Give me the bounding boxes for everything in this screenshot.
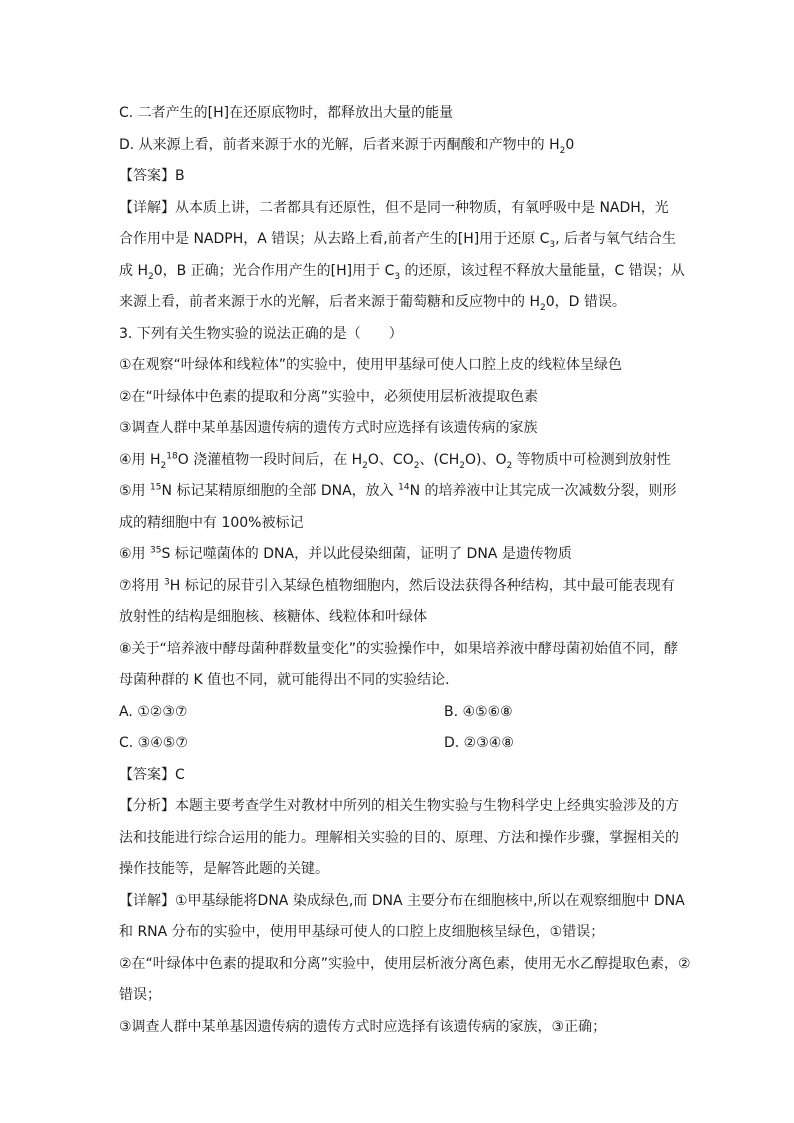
statement-4: ④用 $H_2^{18}O$ 浇灌植物一段时间后，在 $H_2O$、$CO_2$、$(CH_2O)$、$O_2$ 等物质中可检测到放射性 <box>119 450 671 471</box>
answer-2: 【答案】B <box>119 168 185 184</box>
text-block-after-options <box>119 760 691 1044</box>
detail-2-l4: 来源上看，前者来源于水的光解，后者来源于葡萄糖和反应物中的 $H_20$，D 错误。 <box>119 294 626 313</box>
detail-2-l2: 合作用中是 NADPH，A 错误；从去路上看,前者产生的[H]用于还原 $C_3$, 后者与氧气结合生 <box>119 231 677 250</box>
answer-options <box>119 697 679 760</box>
statement-5-l1: ⑤用 $^{15}$N 标记某精原细胞的全部 DNA，放入 $^{14}$N 的培养液中让其完成一次减数分裂，则形 <box>119 482 677 499</box>
option-d-prev: D. 从来源上看，前者来源于水的光解，后者来源于丙酮酸和产物中的 $H_20$ <box>119 136 575 156</box>
option-left: C. ③④⑤⑦ <box>119 735 188 751</box>
statement-7-l2: 放射性的结构是细胞核、核糖体、线粒体和叶绿体 <box>119 609 427 625</box>
option-row <box>119 697 679 729</box>
option-c-prev: C. 二者产生的[H]在还原底物时，都释放出大量的能量 <box>119 105 454 121</box>
text-block-before-options <box>119 98 685 697</box>
detail-2-l1: 【详解】从本质上讲，二者都具有还原性，但不是同一种物质，有氧呼吸中是 NADH，光 <box>119 199 669 216</box>
detail-2-l3: 成 $H_20$，B 正确；光合作用产生的[H]用于 $C_3$ 的还原，该过程不释放大量能量，C 错误；从 <box>119 262 685 282</box>
option-row <box>119 728 679 760</box>
detail-3-l3: ②在“叶绿体中色素的提取和分离”实验中，使用层析液分离色素，使用无水乙醇提取色素，② <box>119 955 691 972</box>
question-3-stem: 3. 下列有关生物实验的说法正确的是（ ） <box>119 325 403 342</box>
detail-3-l4: 错误； <box>119 987 161 1003</box>
statement-6: ⑥用 $^{35}$S 标记噬菌体的 DNA，并以此侵染细菌，证明了 DNA 是遗传物质 <box>119 545 572 562</box>
detail-3-l5: ③调查人群中某单基因遗传病的遗传方式时应选择有该遗传病的家族，③正确； <box>119 1018 607 1035</box>
statement-2: ②在“叶绿体中色素的提取和分离”实验中，必须使用层析液提取色素 <box>119 388 539 405</box>
detail-3-l2: 和 RNA 分布的实验中，使用甲基绿可使人的口腔上皮细胞核呈绿色，①错误； <box>119 924 605 940</box>
analysis-3-l1: 【分析】本题主要考查学生对教材中所列的相关生物实验与生物科学史上经典实验涉及的方 <box>119 798 679 814</box>
document-content <box>119 98 691 1043</box>
answer-3: 【答案】C <box>119 766 185 783</box>
option-right: D. ②③④⑧ <box>444 735 514 751</box>
option-left: A. ①②③⑦ <box>119 703 188 720</box>
statement-5-l2: 成的精细胞中有 100%被标记 <box>119 514 304 531</box>
analysis-3-l3: 操作技能等，是解答此题的关键。 <box>119 861 329 877</box>
option-right: B. ④⑤⑥⑧ <box>444 703 513 720</box>
detail-3-l1: 【详解】①甲基绿能将DNA 染成绿色,而 DNA 主要分布在细胞核中,所以在观察细胞中 DNA <box>119 892 685 909</box>
analysis-3-l2: 法和技能进行综合运用的能力。理解相关实验的目的、原理、方法和操作步骤，掌握相关的 <box>119 829 679 846</box>
statement-3: ③调查人群中某单基因遗传病的遗传方式时应选择有该遗传病的家族 <box>119 420 538 436</box>
statement-1: ①在观察“叶绿体和线粒体”的实验中，使用甲基绿可使人口腔上皮的线粒体呈绿色 <box>119 357 623 373</box>
statement-8-l2: 母菌种群的 K 值也不同，就可能得出不同的实验结论． <box>119 672 460 688</box>
statement-7-l1: ⑦将用 $^3$H 标记的尿苷引入某绿色植物细胞内，然后设法获得各种结构，其中最可能表现有 <box>119 576 675 594</box>
statement-8-l1: ⑧关于“培养液中酵母菌种群数量变化”的实验操作中，如果培养液中酵母菌初始值不同，酵 <box>119 640 679 657</box>
